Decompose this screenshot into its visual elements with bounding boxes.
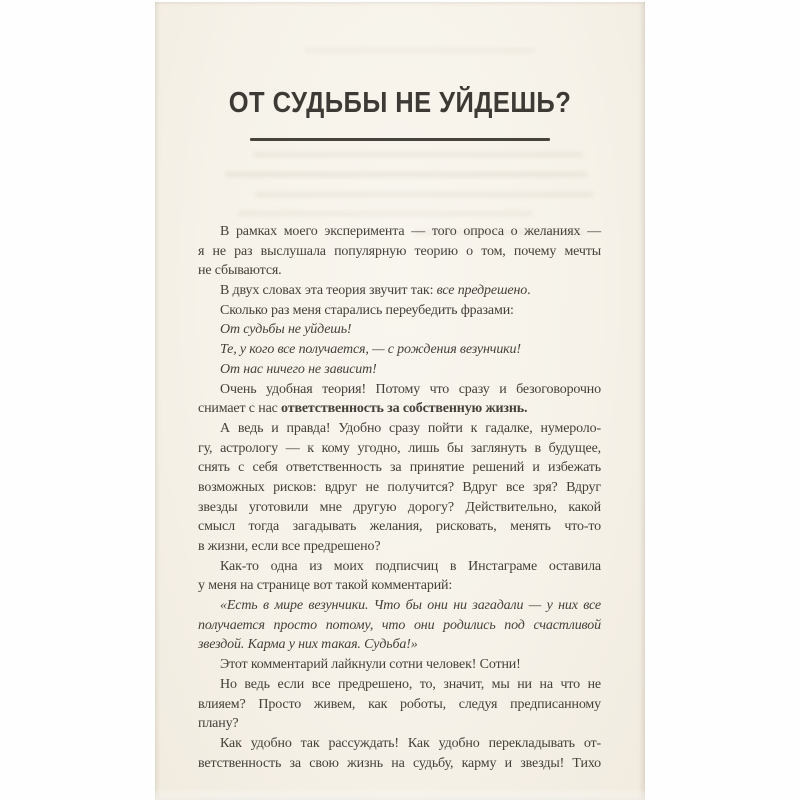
text-line bbox=[198, 419, 601, 439]
text-line bbox=[198, 734, 601, 754]
text-segment: смысл тогда загадывать желания, рисковать, менять что-то bbox=[198, 519, 601, 535]
paragraph bbox=[198, 675, 601, 734]
text-line bbox=[198, 576, 601, 596]
text-line bbox=[198, 478, 601, 498]
text-line bbox=[198, 517, 601, 537]
paragraph bbox=[198, 380, 601, 419]
paragraph bbox=[198, 301, 601, 321]
text-segment: От судьбы не уйдешь! bbox=[220, 322, 352, 338]
text-line bbox=[198, 439, 601, 459]
text-segment: у меня на странице вот такой комментарий: bbox=[198, 578, 453, 594]
text-segment: Те, у кого все получается, — с рождения везунчики! bbox=[220, 342, 521, 358]
text-line bbox=[198, 596, 601, 616]
text-segment: получается просто потому, что они родились под счастливой bbox=[198, 617, 601, 633]
paragraph bbox=[198, 557, 601, 596]
paragraph bbox=[198, 222, 601, 281]
text-line bbox=[198, 616, 601, 636]
paragraph bbox=[198, 596, 601, 655]
paragraph bbox=[198, 419, 601, 557]
text-segment: снимает с нас bbox=[198, 401, 282, 417]
text-line bbox=[198, 242, 601, 262]
chapter-title: ОТ СУДЬБЫ НЕ УЙДЕШЬ? bbox=[228, 87, 572, 119]
text-segment: Но ведь если все предрешено, то, значит, мы ни на что не bbox=[220, 676, 601, 692]
text-line bbox=[198, 222, 601, 242]
paragraph bbox=[198, 655, 601, 675]
paragraph bbox=[198, 320, 601, 340]
text-segment: «Есть в мире везунчики. Что бы они ни загадали — у них все bbox=[220, 598, 601, 614]
text-line bbox=[198, 557, 601, 577]
text-segment: снять с себя ответственность за принятие решений и избежать bbox=[198, 460, 601, 476]
text-line bbox=[198, 695, 601, 715]
text-line bbox=[198, 635, 601, 655]
text-segment: . bbox=[527, 283, 531, 299]
text-segment: ответственность за собственную жизнь. bbox=[281, 401, 528, 417]
text-segment: Очень удобная теория! Потому что сразу и безоговорочно bbox=[220, 381, 601, 397]
text-segment: в жизни, если все предрешено? bbox=[198, 539, 381, 554]
text-line bbox=[198, 320, 601, 340]
bleed-through-line bbox=[253, 152, 583, 157]
text-line bbox=[198, 281, 601, 301]
text-line bbox=[198, 458, 601, 478]
paragraph bbox=[198, 340, 601, 360]
text-segment: звезды уготовили мне другую дорогу? Действительно, какой bbox=[198, 499, 601, 515]
text-segment: не сбываются. bbox=[198, 263, 282, 279]
bleed-through-line bbox=[237, 211, 533, 216]
text-segment: ветственность за свою жизнь на судьбу, карму и звезды! Тихо bbox=[198, 755, 601, 771]
text-segment: влияем? Просто живем, как роботы, следуя предписанному bbox=[198, 696, 601, 712]
text-line bbox=[198, 261, 601, 281]
text-line bbox=[198, 655, 601, 675]
bleed-through-line bbox=[255, 192, 593, 197]
text-segment: все предрешено bbox=[436, 283, 528, 299]
text-line bbox=[198, 340, 601, 360]
body-text bbox=[198, 222, 601, 773]
text-line bbox=[198, 399, 601, 419]
text-segment: От нас ничего не зависит! bbox=[220, 361, 377, 377]
paragraph bbox=[198, 360, 601, 380]
title-divider bbox=[250, 138, 550, 141]
text-line bbox=[198, 380, 601, 400]
bleed-through-line bbox=[305, 48, 535, 53]
text-segment: я не раз выслушала популярную теорию о том, почему мечты bbox=[198, 243, 601, 259]
text-line bbox=[198, 360, 601, 380]
text-line bbox=[198, 301, 601, 321]
text-segment: Сколько раз меня старались переубедить фразами: bbox=[220, 302, 514, 318]
text-line bbox=[198, 675, 601, 695]
text-segment: В двух словах эта теория звучит так: bbox=[220, 283, 437, 299]
text-segment: гу, астрологу — к кому угодно, лишь бы заглянуть в будущее, bbox=[198, 440, 601, 456]
text-line bbox=[198, 754, 601, 774]
text-segment: Как удобно так рассуждать! Как удобно перекладывать от- bbox=[220, 735, 601, 751]
text-segment: плану? bbox=[198, 716, 239, 732]
text-segment: возможных рисков: вдруг не получится? Вдруг все зря? Вдруг bbox=[198, 479, 601, 495]
text-segment: звездой. Карма у них такая. Судьба!» bbox=[198, 637, 418, 653]
text-segment: Как-то одна из моих подписчиц в Инстаграме оставила bbox=[220, 558, 601, 574]
bleed-through-line bbox=[225, 172, 587, 177]
paragraph bbox=[198, 734, 601, 773]
text-line bbox=[198, 714, 601, 734]
text-line bbox=[198, 537, 601, 557]
text-segment: Этот комментарий лайкнули сотни человек! Сотни! bbox=[220, 657, 521, 673]
text-segment: А ведь и правда! Удобно сразу пойти к гадалке, нумероло- bbox=[220, 420, 601, 436]
text-segment: В рамках моего эксперимента — того опроса о желаниях — bbox=[220, 224, 601, 239]
text-line bbox=[198, 498, 601, 518]
paragraph bbox=[198, 281, 601, 301]
book-page bbox=[155, 2, 645, 800]
